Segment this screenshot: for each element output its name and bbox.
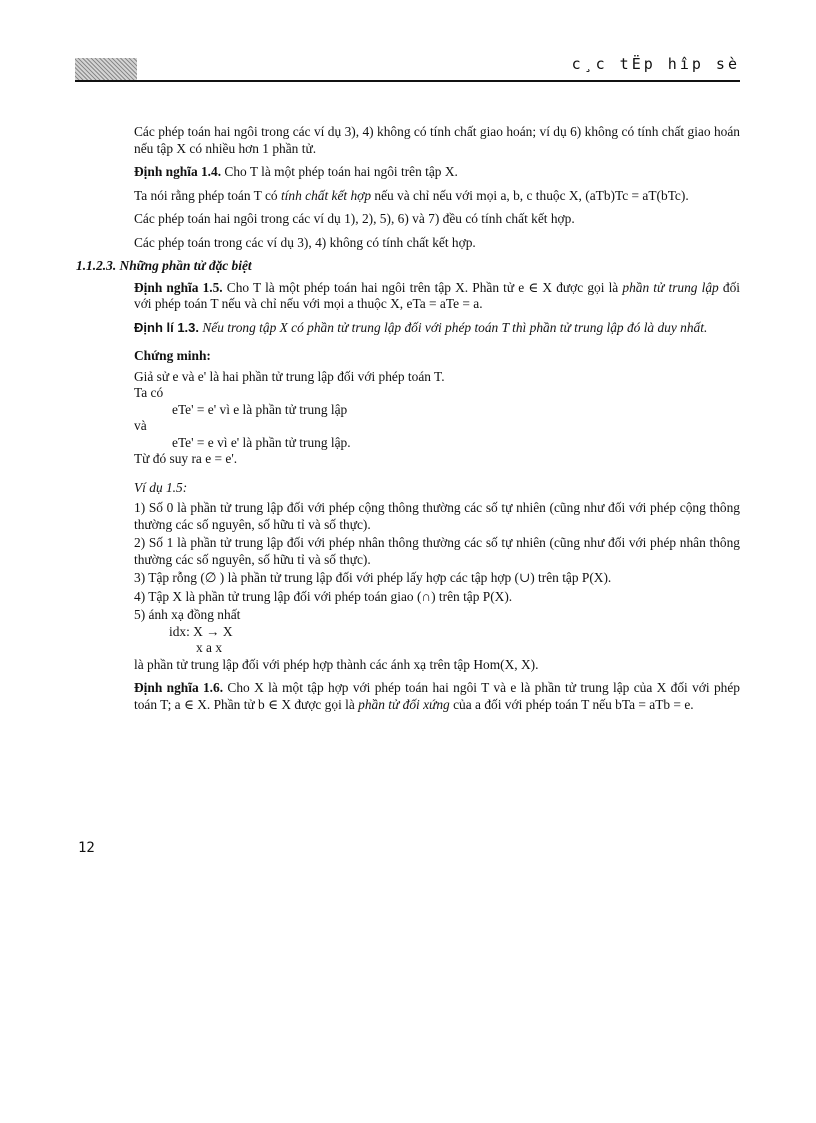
definition-1-5 xyxy=(134,280,740,313)
definition-1-4 xyxy=(134,164,740,181)
definition-label: Định nghĩa 1.6. xyxy=(134,680,224,695)
definition-label: Định nghĩa 1.4. xyxy=(134,164,222,179)
definition-label: Định nghĩa 1.5. xyxy=(134,279,223,295)
text-span: nếu và chỉ nếu với mọi a, b, c thuộc X, (aTb)Tc = aT(bTc). xyxy=(371,187,689,203)
paragraph-associativity-def xyxy=(134,188,740,205)
proof-line: và xyxy=(134,418,147,433)
text-span: Cho X là một tập hợp với phép toán hai ngôi T và e là phần tử trung lập của X đối với phép toán T; a ∈ X. Phần tử b ∈ X được gọi là xyxy=(134,680,740,712)
page-content xyxy=(76,124,740,720)
example-item: 2) Số 1 là phần tử trung lập đối với phép nhân thông thường các số tự nhiên (cũng như đối với phép nhân thông thường các số nguyên, số hữu tỉ và số thực). xyxy=(134,535,740,567)
theorem-1-3 xyxy=(134,320,740,337)
example-item: 1) Số 0 là phần tử trung lập đối với phép cộng thông thường các số tự nhiên (cũng như đối với phép cộng thông thường các số nguyên, số hữu tỉ và số thực). xyxy=(134,500,740,532)
emphasis-term: phần tử đối xứng xyxy=(358,696,450,712)
theorem-label: Định lí 1.3. xyxy=(134,319,200,335)
proof-line: eTe' = e' vì e là phần tử trung lập xyxy=(172,401,348,417)
example-title: Ví dụ 1.5: xyxy=(134,479,188,495)
definition-1-6 xyxy=(134,680,740,713)
section-heading: 1.1.2.3. Những phần tử đặc biệt xyxy=(76,258,252,273)
running-title: c¸c tËp hîp sè xyxy=(571,55,740,73)
text-span: của a đối với phép toán T nếu bTa = aTb = e. xyxy=(449,696,694,712)
paragraph-commutativity-note: Các phép toán hai ngôi trong các ví dụ 3), 4) không có tính chất giao hoán; ví dụ 6) không có tính chất giao hoán nếu tập X có nhiều hơn 1 phần tử. xyxy=(134,124,740,156)
paragraph-associative-examples: Các phép toán hai ngôi trong các ví dụ 1), 2), 5), 6) và 7) đều có tính chất kết hợp. xyxy=(134,211,575,226)
proof-line: Từ đó suy ra e = e'. xyxy=(134,451,238,466)
theorem-text: Nếu trong tập X có phần tử trung lập đối với phép toán T thì phần tử trung lập đó là duy nhất. xyxy=(199,319,708,335)
example-item: 5) ánh xạ đồng nhất xyxy=(134,607,241,622)
page-number: 12 xyxy=(78,840,95,856)
proof-line: Giả sử e và e' là hai phần tử trung lập đối với phép toán T. xyxy=(134,368,445,384)
proof-title: Chứng minh: xyxy=(134,348,211,363)
emphasis-term: tính chất kết hợp xyxy=(280,187,372,203)
header-rule xyxy=(75,80,740,82)
header-shaded-block xyxy=(75,58,137,81)
text-span: Ta nói rằng phép toán T có xyxy=(134,187,281,203)
example-item: 4) Tập X là phần tử trung lập đối với phép toán giao (∩) trên tập P(X). xyxy=(134,588,513,604)
text-span: đối với phép toán T nếu và chỉ nếu với mọi a thuộc X, eTa = aTe = a. xyxy=(134,279,740,311)
text-span: Cho T là một phép toán hai ngôi trên tập X. Phần tử e ∈ X được gọi là xyxy=(222,279,623,295)
example-item: là phần tử trung lập đối với phép hợp thành các ánh xạ trên tập Hom(X, X). xyxy=(134,656,539,672)
definition-text: Cho T là một phép toán hai ngôi trên tập X. xyxy=(221,164,458,179)
identity-map-line: idx: X → X xyxy=(169,623,233,639)
paragraph-non-associative-examples: Các phép toán trong các ví dụ 3), 4) không có tính chất kết hợp. xyxy=(134,234,476,250)
proof-line: eTe' = e vì e' là phần tử trung lập. xyxy=(172,434,351,450)
example-item: 3) Tập rỗng (∅ ) là phần tử trung lập đối với phép lấy hợp các tập hợp (∪) trên tập P(X). xyxy=(134,570,612,585)
identity-map-line: x a x xyxy=(196,640,223,655)
proof-line: Ta có xyxy=(134,385,164,400)
emphasis-term: phần tử trung lập xyxy=(622,279,719,295)
